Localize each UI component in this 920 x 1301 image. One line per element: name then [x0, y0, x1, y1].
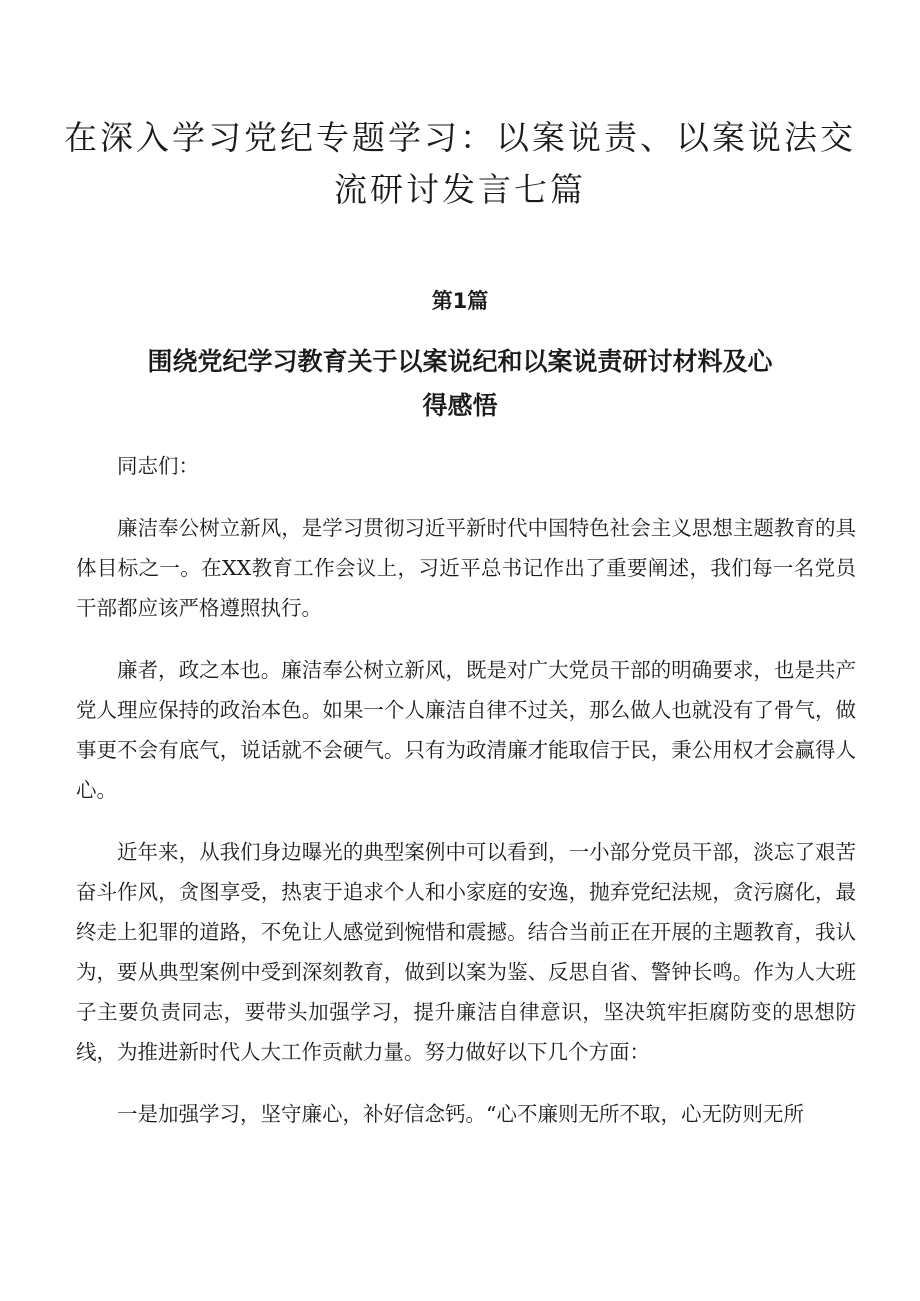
section-label: 第1篇: [431, 289, 489, 313]
section-heading-line-2: 得感悟: [422, 391, 498, 420]
body-paragraph: 近年来，从我们身边曝光的典型案例中可以看到，一小部分党员干部，淡忘了艰苦奋斗作风，贪图享受，热衷于追求个人和小家庭的安逸，抛弃党纪法规，贪污腐化，最终走上犯罪的道路，不免让人感觉到惋惜和震撼。结合当前正在开展的主题教育，我认为，要从典型案例中受到深刻教育，做到以案为鉴、反思自省、警钟长鸣。作为人大班子主要负责同志，要带头加强学习，提升廉洁自律意识，坚决筑牢拒腐防变的思想防线，为推进新时代人大工作贡献力量。努力做好以下几个方面：: [76, 840, 856, 1064]
body-paragraph: 廉者，政之本也。廉洁奉公树立新风，既是对广大党员干部的明确要求，也是共产党人理应保持的政治本色。如果一个人廉洁自律不过关，那么做人也就没有了骨气，做事更不会有底气，说话就不会硬气。只有为政清廉才能取信于民，秉公用权才会赢得人心。: [76, 658, 856, 802]
body-paragraph: 一是加强学习，坚守廉心，补好信念钙。“心不廉则无所不取，心无防则无所: [117, 1102, 804, 1126]
document-title: [60, 112, 860, 216]
document-title-line-1: 在深入学习党纪专题学习：以案说责、以案说法交: [64, 118, 856, 157]
salutation: 同志们：: [117, 454, 199, 478]
section-heading: [120, 340, 800, 428]
document-body: [76, 446, 856, 1156]
document-title-line-2: 流研讨发言七篇: [334, 170, 586, 209]
section-heading-line-1: 围绕党纪学习教育关于以案说纪和以案说责研讨材料及心: [147, 347, 773, 376]
body-paragraph: 廉洁奉公树立新风，是学习贯彻习近平新时代中国特色社会主义思想主题教育的具体目标之一。在XX教育工作会议上，习近平总书记作出了重要阐述，我们每一名党员干部都应该严格遵照执行。: [76, 516, 856, 620]
